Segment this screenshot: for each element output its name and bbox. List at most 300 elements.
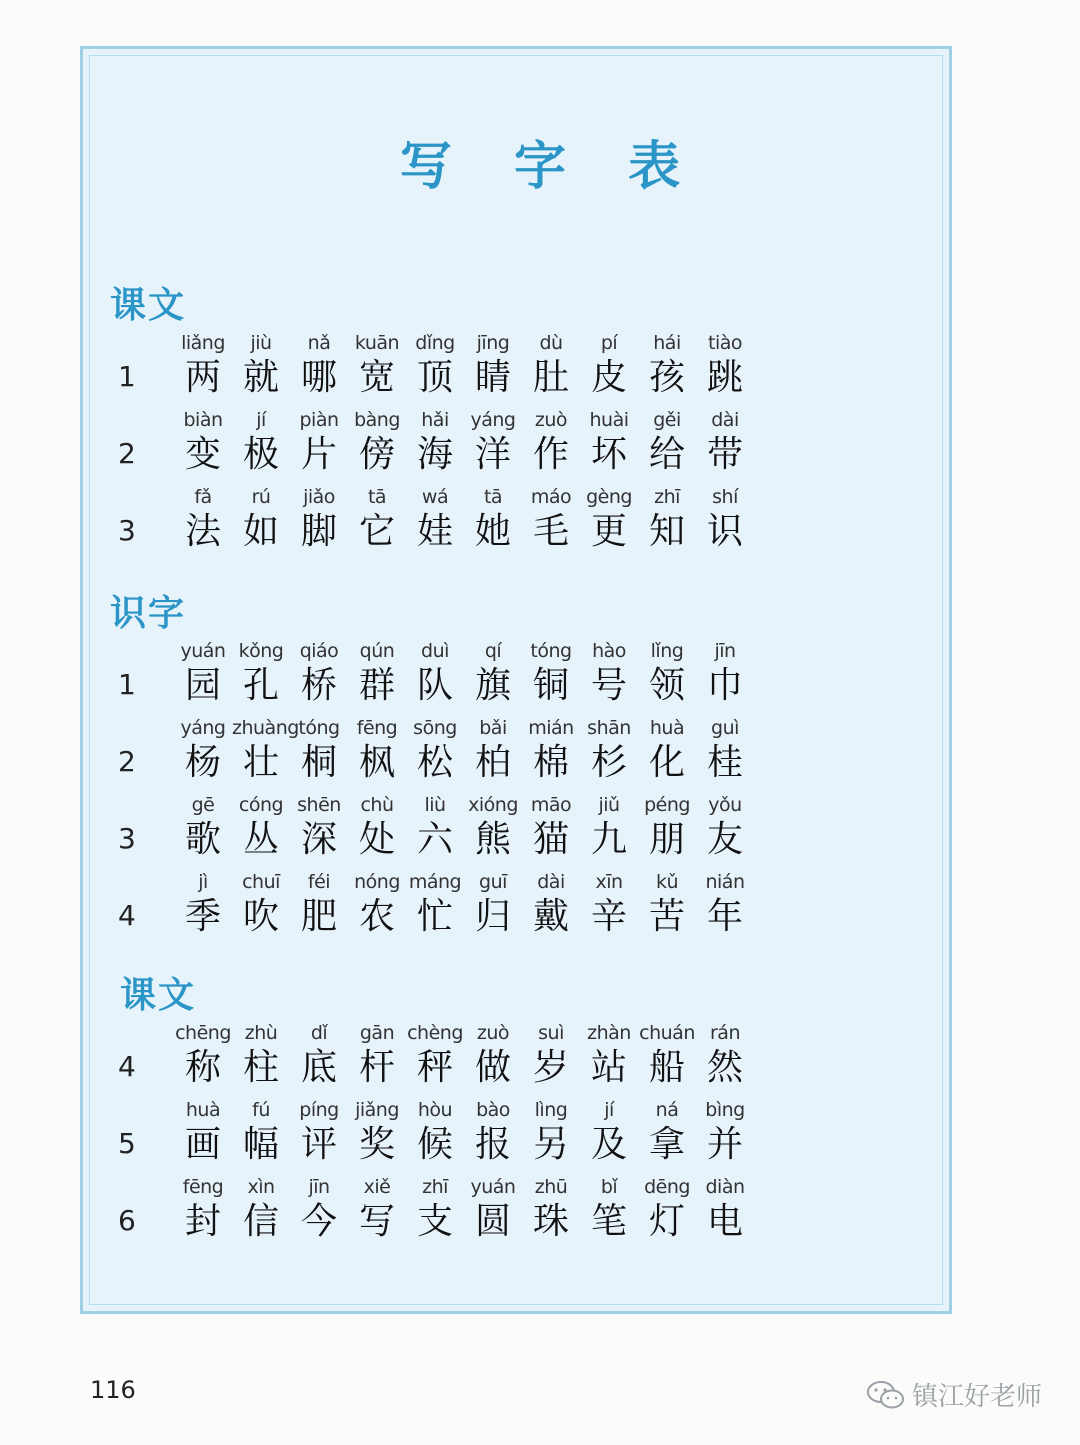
pinyin: píng (299, 1099, 339, 1121)
row-number: 5 (118, 1127, 136, 1160)
pinyin: huà (185, 1099, 221, 1121)
pinyin: tā (483, 486, 503, 508)
char-cell (290, 869, 348, 939)
pinyin: hǎi (421, 409, 449, 431)
char-cell (696, 484, 754, 554)
hanzi: 年 (706, 896, 743, 937)
hanzi: 极 (242, 434, 279, 475)
hanzi: 候 (416, 1124, 453, 1165)
hanzi: 桥 (300, 665, 337, 706)
char-cell (696, 407, 754, 477)
pinyin: huài (589, 409, 629, 431)
char-row (110, 484, 743, 561)
hanzi: 杉 (590, 742, 627, 783)
hanzi: 如 (242, 511, 279, 552)
pinyin: fēng (182, 1176, 224, 1198)
pinyin: fú (252, 1099, 270, 1121)
hanzi: 杨 (184, 742, 221, 783)
char-cell (290, 1174, 348, 1244)
char-cell (174, 484, 232, 554)
pinyin: kǒng (238, 640, 284, 662)
char-cell (464, 1020, 522, 1090)
char-cell (464, 1174, 522, 1244)
hanzi: 拿 (648, 1124, 685, 1165)
hanzi: 园 (184, 665, 221, 706)
hanzi: 丛 (242, 819, 279, 860)
pinyin: máo (530, 486, 572, 508)
hanzi: 船 (648, 1047, 685, 1088)
hanzi: 识 (706, 511, 743, 552)
pinyin: yuán (470, 1176, 516, 1198)
char-cell (638, 869, 696, 939)
hanzi: 跳 (706, 357, 743, 398)
hanzi: 农 (358, 896, 395, 937)
char-cell (580, 1174, 638, 1244)
char-row (110, 792, 743, 869)
pinyin: chuán (639, 1022, 695, 1044)
char-cell (464, 484, 522, 554)
char-cell (464, 330, 522, 400)
pinyin: guī (479, 871, 507, 893)
hanzi: 今 (300, 1201, 337, 1242)
char-cell (522, 1174, 580, 1244)
pinyin: fǎ (194, 486, 212, 508)
hanzi: 片 (300, 434, 337, 475)
char-cell (638, 484, 696, 554)
hanzi: 朋 (648, 819, 685, 860)
char-cell (348, 715, 406, 785)
char-cell (696, 638, 754, 708)
char-row (110, 1020, 743, 1097)
pinyin: máng (408, 871, 462, 893)
char-cell (290, 407, 348, 477)
char-cell (464, 715, 522, 785)
char-cell (638, 792, 696, 862)
char-cell (638, 1097, 696, 1167)
hanzi: 顶 (416, 357, 453, 398)
char-cells (174, 792, 754, 862)
hanzi: 海 (416, 434, 453, 475)
pinyin: xìn (247, 1176, 275, 1198)
hanzi: 并 (706, 1124, 743, 1165)
char-cell (174, 792, 232, 862)
hanzi: 及 (590, 1124, 627, 1165)
char-cell (290, 715, 348, 785)
hanzi: 底 (300, 1047, 337, 1088)
pinyin: lìng (534, 1099, 568, 1121)
pinyin: shí (712, 486, 738, 508)
hanzi: 它 (358, 511, 395, 552)
hanzi: 就 (242, 357, 279, 398)
char-cells (174, 638, 754, 708)
hanzi: 做 (474, 1047, 511, 1088)
char-cell (464, 638, 522, 708)
hanzi: 领 (648, 665, 685, 706)
char-cell (174, 407, 232, 477)
char-cell (406, 1174, 464, 1244)
char-cells (174, 1020, 754, 1090)
hanzi: 睛 (474, 357, 511, 398)
pinyin: yáng (470, 409, 516, 431)
hanzi: 奖 (358, 1124, 395, 1165)
char-cell (174, 638, 232, 708)
char-cell (522, 330, 580, 400)
hanzi: 毛 (532, 511, 569, 552)
pinyin: cóng (238, 794, 284, 816)
hanzi: 孔 (242, 665, 279, 706)
char-cell (696, 792, 754, 862)
char-cell (522, 715, 580, 785)
hanzi: 傍 (358, 434, 395, 475)
hanzi: 灯 (648, 1201, 685, 1242)
pinyin: wá (421, 486, 449, 508)
pinyin: mián (528, 717, 574, 739)
char-cell (580, 869, 638, 939)
pinyin: dēng (644, 1176, 690, 1198)
page-title: 写 字 表 (399, 136, 703, 197)
char-cell (290, 1020, 348, 1090)
pinyin: zhū (534, 1176, 568, 1198)
pinyin: péng (644, 794, 690, 816)
char-cell (580, 792, 638, 862)
char-row (110, 715, 743, 792)
pinyin: zhuàng (232, 717, 299, 739)
pinyin: jīn (714, 640, 736, 662)
pinyin: yǒu (708, 794, 742, 816)
char-cells (174, 869, 754, 939)
hanzi: 称 (184, 1047, 221, 1088)
pinyin: dǐng (415, 332, 455, 354)
hanzi: 更 (590, 511, 627, 552)
hanzi: 旗 (474, 665, 511, 706)
char-cell (522, 407, 580, 477)
char-cell (580, 484, 638, 554)
char-cell (290, 484, 348, 554)
char-cell (406, 869, 464, 939)
char-cells (174, 1174, 754, 1244)
pinyin: zuò (476, 1022, 510, 1044)
pinyin: qiáo (299, 640, 339, 662)
hanzi: 哪 (300, 357, 337, 398)
char-cell (580, 330, 638, 400)
char-cell (348, 1174, 406, 1244)
pinyin: zhī (422, 1176, 448, 1198)
char-cell (522, 869, 580, 939)
char-cell (406, 1097, 464, 1167)
pinyin: gèng (586, 486, 632, 508)
hanzi: 法 (184, 511, 221, 552)
pinyin: gěi (653, 409, 681, 431)
char-cell (232, 1097, 290, 1167)
char-cell (696, 869, 754, 939)
char-cell (638, 1020, 696, 1090)
char-cell (348, 869, 406, 939)
char-cell (406, 407, 464, 477)
char-cell (348, 330, 406, 400)
char-cell (174, 869, 232, 939)
char-cell (348, 407, 406, 477)
pinyin: māo (530, 794, 572, 816)
row-number: 6 (118, 1204, 136, 1237)
pinyin: jí (256, 409, 266, 431)
char-row (110, 638, 743, 715)
pinyin: dù (539, 332, 563, 354)
hanzi: 支 (416, 1201, 453, 1242)
hanzi: 枫 (358, 742, 395, 783)
char-cell (174, 1174, 232, 1244)
char-cell (406, 638, 464, 708)
hanzi: 壮 (242, 742, 279, 783)
char-cell (696, 1174, 754, 1244)
hanzi: 作 (532, 434, 569, 475)
char-cell (638, 715, 696, 785)
char-cell (522, 1097, 580, 1167)
char-row (110, 869, 745, 946)
pinyin: hòu (417, 1099, 453, 1121)
pinyin: yáng (180, 717, 226, 739)
pinyin: liù (424, 794, 446, 816)
pinyin: zhù (244, 1022, 278, 1044)
pinyin: jiǔ (598, 794, 620, 816)
char-cell (638, 1174, 696, 1244)
hanzi: 辛 (590, 896, 627, 937)
hanzi: 肥 (300, 896, 337, 937)
pinyin: ná (655, 1099, 679, 1121)
pinyin: gān (359, 1022, 395, 1044)
pinyin: jì (198, 871, 208, 893)
pinyin: huà (649, 717, 685, 739)
pinyin: nǎ (307, 332, 331, 354)
char-cell (696, 1020, 754, 1090)
char-cells (174, 715, 754, 785)
pinyin: rán (710, 1022, 740, 1044)
pinyin: suì (538, 1022, 564, 1044)
pinyin: fēng (356, 717, 398, 739)
hanzi: 她 (474, 511, 511, 552)
char-cell (232, 330, 290, 400)
hanzi: 两 (184, 357, 221, 398)
char-cell (406, 484, 464, 554)
pinyin: nián (705, 871, 745, 893)
pinyin: tóng (530, 640, 572, 662)
pinyin: shēn (297, 794, 341, 816)
hanzi: 给 (648, 434, 685, 475)
watermark-text: 镇江好老师 (912, 1382, 1043, 1412)
char-cell (232, 638, 290, 708)
hanzi: 知 (648, 511, 685, 552)
char-cell (522, 792, 580, 862)
pinyin: kǔ (655, 871, 679, 893)
section-rows (110, 1020, 745, 1251)
char-cell (464, 792, 522, 862)
hanzi: 洋 (474, 434, 511, 475)
char-cell (464, 1097, 522, 1167)
char-cell (580, 1097, 638, 1167)
char-cell (406, 1020, 464, 1090)
hanzi: 桂 (706, 742, 743, 783)
pinyin: gē (191, 794, 215, 816)
pinyin: lǐng (650, 640, 684, 662)
pinyin: chù (360, 794, 394, 816)
hanzi: 宽 (358, 357, 395, 398)
wechat-icon (866, 1380, 906, 1410)
hanzi: 坏 (590, 434, 627, 475)
pinyin: nóng (354, 871, 400, 893)
section-rows (110, 330, 743, 561)
char-cell (696, 1097, 754, 1167)
char-cell (580, 715, 638, 785)
pinyin: chèng (407, 1022, 463, 1044)
pinyin: zuò (534, 409, 568, 431)
pinyin: bǎi (479, 717, 507, 739)
pinyin: xiě (363, 1176, 391, 1198)
pinyin: tiào (708, 332, 742, 354)
pinyin: zhàn (587, 1022, 631, 1044)
pinyin: xīn (595, 871, 623, 893)
pinyin: bǐ (600, 1176, 618, 1198)
char-cell (290, 792, 348, 862)
char-cell (522, 1020, 580, 1090)
hanzi: 秤 (416, 1047, 453, 1088)
row-number: 4 (118, 899, 136, 932)
page-number: 116 (90, 1376, 136, 1404)
section-rows (110, 638, 745, 946)
pinyin: jiù (250, 332, 272, 354)
hanzi: 孩 (648, 357, 685, 398)
char-cells (174, 1097, 754, 1167)
char-cell (290, 330, 348, 400)
pinyin: shān (587, 717, 631, 739)
hanzi: 圆 (474, 1201, 511, 1242)
hanzi: 九 (590, 819, 627, 860)
hanzi: 熊 (474, 819, 511, 860)
char-cell (232, 715, 299, 785)
char-cell (232, 792, 290, 862)
hanzi: 化 (648, 742, 685, 783)
hanzi: 深 (300, 819, 337, 860)
row-number: 1 (118, 668, 136, 701)
pinyin: diàn (705, 1176, 745, 1198)
char-cell (406, 792, 464, 862)
pinyin: qún (359, 640, 395, 662)
char-cell (174, 330, 232, 400)
hanzi: 报 (474, 1124, 511, 1165)
hanzi: 六 (416, 819, 453, 860)
pinyin: jiǎo (303, 486, 335, 508)
pinyin: kuān (354, 332, 400, 354)
row-number: 3 (118, 514, 136, 547)
char-cells (174, 484, 754, 554)
pinyin: dài (711, 409, 739, 431)
hanzi: 季 (184, 896, 221, 937)
section-title: 课文 (110, 284, 187, 326)
pinyin: xióng (468, 794, 518, 816)
char-cell (638, 330, 696, 400)
hanzi: 归 (474, 896, 511, 937)
char-row (110, 1174, 745, 1251)
hanzi: 幅 (242, 1124, 279, 1165)
char-cell (464, 407, 522, 477)
hanzi: 皮 (590, 357, 627, 398)
hanzi: 队 (416, 665, 453, 706)
char-cell (522, 484, 580, 554)
watermark (866, 1376, 1042, 1413)
char-cell (348, 638, 406, 708)
char-cell (580, 638, 638, 708)
pinyin: bìng (705, 1099, 745, 1121)
char-cell (174, 715, 232, 785)
hanzi: 吹 (242, 896, 279, 937)
hanzi: 带 (706, 434, 743, 475)
hanzi: 猫 (532, 819, 569, 860)
pinyin: duì (421, 640, 449, 662)
section-shizi (110, 588, 745, 946)
hanzi: 评 (300, 1124, 337, 1165)
hanzi: 封 (184, 1201, 221, 1242)
hanzi: 脚 (300, 511, 337, 552)
pinyin: jīn (308, 1176, 330, 1198)
hanzi: 笔 (590, 1201, 627, 1242)
hanzi: 信 (242, 1201, 279, 1242)
pinyin: dǐ (310, 1022, 328, 1044)
char-cell (290, 1097, 348, 1167)
char-cell (232, 869, 290, 939)
char-cells (174, 407, 754, 477)
pinyin: biàn (183, 409, 223, 431)
pinyin: sōng (413, 717, 457, 739)
pinyin: bào (476, 1099, 510, 1121)
hanzi: 号 (590, 665, 627, 706)
hanzi: 柱 (242, 1047, 279, 1088)
char-cell (638, 638, 696, 708)
pinyin: qí (484, 640, 502, 662)
hanzi: 松 (416, 742, 453, 783)
pinyin: hái (653, 332, 681, 354)
char-cell (232, 1020, 290, 1090)
pinyin: guì (711, 717, 739, 739)
char-cell (174, 1097, 232, 1167)
char-cell (696, 715, 754, 785)
section-kewen-2 (118, 970, 745, 1251)
pinyin: yuán (180, 640, 226, 662)
char-row (110, 407, 743, 484)
row-number: 4 (118, 1050, 136, 1083)
section-kewen-1 (110, 280, 743, 561)
pinyin: dài (537, 871, 565, 893)
hanzi: 忙 (416, 896, 453, 937)
hanzi: 珠 (532, 1201, 569, 1242)
row-number: 1 (118, 360, 136, 393)
hanzi: 电 (706, 1201, 743, 1242)
pinyin: piàn (299, 409, 339, 431)
char-cell (232, 407, 290, 477)
pinyin: jīng (476, 332, 510, 354)
hanzi: 苦 (648, 896, 685, 937)
hanzi: 杆 (358, 1047, 395, 1088)
char-cells (174, 330, 754, 400)
char-cell (348, 792, 406, 862)
hanzi: 歌 (184, 819, 221, 860)
pinyin: jiǎng (355, 1099, 399, 1121)
pinyin: chuī (242, 871, 280, 893)
char-row (110, 330, 743, 407)
char-cell (580, 407, 638, 477)
char-cell (232, 1174, 290, 1244)
pinyin: zhī (654, 486, 680, 508)
row-number: 2 (118, 745, 136, 778)
char-cell (406, 330, 464, 400)
pinyin: bàng (354, 409, 400, 431)
